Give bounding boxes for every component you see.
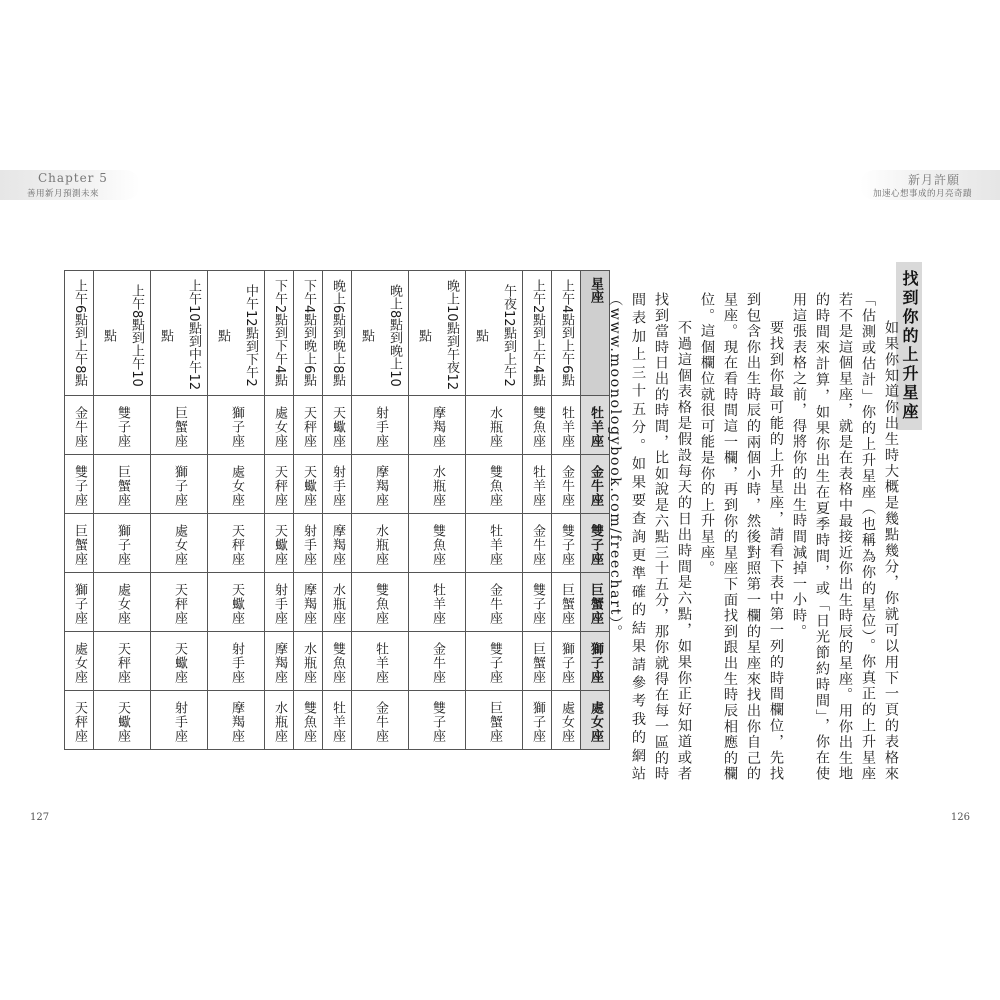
table-cell [409,514,466,573]
cell-text: 天秤座 [229,524,244,566]
table-cell [94,514,151,573]
cell-text: 巨蟹座 [559,583,574,625]
cell-text: 牡羊座 [487,524,502,566]
cell-text: 獅子座 [559,642,574,684]
table-cell [323,396,352,455]
table-cell [65,573,94,632]
time-slot-cell [208,271,265,396]
section-title: 找到你的上升星座 [896,262,922,430]
cell-text: 晚上6點到晚上8點 [330,279,345,387]
cell-text: 巨蟹座 [530,642,545,684]
cell-text: 天秤座 [272,465,287,507]
cell-text: 天秤座 [115,642,130,684]
chapter-label: Chapter 5 [38,171,108,185]
chapter-subtitle: 善用新月預測未來 [27,189,100,199]
running-header-left [0,170,140,200]
cell-text: 水瓶座 [373,524,388,566]
table-cell [94,573,151,632]
cell-text: 雙子座 [487,642,502,684]
time-slot-cell [265,271,294,396]
cell-text: 獅子座 [530,701,545,743]
table-cell [409,573,466,632]
cell-text: 天蠍座 [172,642,187,684]
book-subtitle: 加速心想事成的月亮奇蹟 [872,189,972,199]
table-cell [323,632,352,691]
cell-text: 處女座 [272,406,287,448]
cell-text: 金牛座 [373,701,388,743]
table-cell [208,455,265,514]
cell-text: 下午2點到下午4點 [272,279,287,387]
cell-text: 天蠍座 [330,406,345,448]
cell-text: 水瓶座 [330,583,345,625]
table-cell [265,691,294,750]
table-cell [151,691,208,750]
table-cell [265,573,294,632]
cell-text: 射手座 [272,583,287,625]
cell-text: 巨蟹座 [172,406,187,448]
table-cell [352,573,409,632]
cell-text: 雙魚座 [430,524,445,566]
cell-text: 摩羯座 [229,701,244,743]
cell-text: 雙魚座 [530,406,545,448]
table-cell [409,691,466,750]
table-cell [151,573,208,632]
cell-text: 獅子座 [72,583,87,625]
cell-text: 金牛座 [72,406,87,448]
cell-text: 水瓶座 [487,406,502,448]
table-cell [94,691,151,750]
cell-text: 巨蟹座 [115,465,130,507]
cell-text: 雙子座 [559,524,574,566]
cell-text: 天秤座 [72,701,87,743]
cell-text: 上午2點到上午4點 [530,279,545,387]
time-slot-cell [323,271,352,396]
cell-text: 巨蟹座 [588,583,603,625]
cell-text: 天蠍座 [229,583,244,625]
cell-text: 射手座 [330,465,345,507]
cell-text: 處女座 [115,583,130,625]
cell-text: 雙魚座 [373,583,388,625]
table-cell [409,455,466,514]
paragraph: 要找到你最可能的上升星座，請看下表中第一列的時間欄位，先找到包含你出生時辰的兩個小時，然後對照第一欄的星座來找出你自己的星座。現在看時間這一欄，再到你的星座下面找到跟出生時辰相應的欄位。這個欄位就很可能是你的上升星座。 [699,292,784,782]
cell-text: 雙子座 [72,465,87,507]
cell-text: 射手座 [172,701,187,743]
cell-text: 晚上8點到晚上10點 [359,283,402,387]
cell-text: 摩羯座 [373,465,388,507]
cell-text: 水瓶座 [301,642,316,684]
paragraph: 如果你知道你出生時大概是幾點幾分，你就可以用下一頁的表格來「估測或估計」你的上升星座（也稱為你的星位）。你真正的上升星座若不是這個星座，就是在表格中最接近你出生時辰的星座。用你出生地的時間來計算，如果你出生在夏季時間，或「日光節約時間」，你在使用這張表格之前，得將你的出生時間減掉一小時。 [791,292,899,782]
cell-text: 摩羯座 [301,583,316,625]
cell-text: 天秤座 [172,583,187,625]
table-cell [294,396,323,455]
cell-text: 處女座 [229,465,244,507]
cell-text: 上午10點到中午12點 [158,279,201,391]
cell-text: 射手座 [229,642,244,684]
cell-text: 晚上10點到午夜12點 [416,279,459,391]
book-title: 新月許願 [907,173,960,187]
cell-text: 摩羯座 [430,406,445,448]
right-page [500,0,1000,1000]
cell-text: 水瓶座 [430,465,445,507]
cell-text: 星座 [588,277,603,303]
page-number-left: 127 [30,812,50,823]
table-cell [208,573,265,632]
cell-text: 雙魚座 [330,642,345,684]
cell-text: 中午12點到下午2點 [215,283,258,387]
table-cell [65,455,94,514]
running-header-right [860,170,1000,200]
cell-text: 上午6點到上午8點 [72,279,87,387]
cell-text: 處女座 [559,701,574,743]
table-cell [409,632,466,691]
cell-text: 雙子座 [115,406,130,448]
cell-text: 牡羊座 [330,701,345,743]
cell-text: 水瓶座 [272,701,287,743]
cell-text: 牡羊座 [373,642,388,684]
table-cell [151,396,208,455]
table-cell [94,455,151,514]
table-cell [208,396,265,455]
cell-text: 牡羊座 [559,406,574,448]
table-cell [208,691,265,750]
table-cell [409,396,466,455]
cell-text: 雙魚座 [487,465,502,507]
cell-text: 牡羊座 [588,406,603,448]
table-cell [151,455,208,514]
cell-text: 上午8點到上午10點 [101,283,144,387]
cell-text: 下午4點到晚上6點 [301,279,316,387]
cell-text: 天秤座 [301,406,316,448]
cell-text: 牡羊座 [530,465,545,507]
time-slot-cell [352,271,409,396]
time-slot-cell [94,271,151,396]
cell-text: 處女座 [72,642,87,684]
table-cell [65,632,94,691]
time-slot-cell [151,271,208,396]
cell-text: 摩羯座 [272,642,287,684]
cell-text: 金牛座 [559,465,574,507]
cell-text: 雙子座 [588,524,603,566]
cell-text: 雙子座 [530,583,545,625]
cell-text: 巨蟹座 [487,701,502,743]
cell-text: 射手座 [301,524,316,566]
table-cell [323,691,352,750]
table-cell [294,514,323,573]
paragraph: 不過這個表格是假設每天的日出時間是六點，如果你正好知道或者找到當時日出的時間，比如說是六點三十五分，那你就得在每一區的時間表加上三十五分。如果要查詢更準確的結果請參考我的網站（www.moonologybook.com/freechart）。 [607,292,692,782]
table-cell [208,514,265,573]
cell-text: 金牛座 [530,524,545,566]
cell-text: 金牛座 [487,583,502,625]
table-cell [65,514,94,573]
table-cell [208,632,265,691]
table-cell [151,632,208,691]
cell-text: 處女座 [172,524,187,566]
cell-text: 上午4點到上午6點 [559,279,574,387]
cell-text: 獅子座 [115,524,130,566]
page-number-right: 126 [950,812,970,823]
table-cell [323,573,352,632]
cell-text: 午夜12點到上午2點 [473,283,516,387]
table-cell [65,396,94,455]
cell-text: 摩羯座 [330,524,345,566]
cell-text: 射手座 [373,406,388,448]
table-cell [323,455,352,514]
table-cell [294,691,323,750]
table-cell [294,573,323,632]
table-cell [323,514,352,573]
table-cell [352,514,409,573]
cell-text: 獅子座 [588,642,603,684]
table-cell [352,691,409,750]
cell-text: 牡羊座 [430,583,445,625]
cell-text: 天蠍座 [272,524,287,566]
table-cell [94,396,151,455]
cell-text: 金牛座 [588,465,603,507]
table-cell [65,691,94,750]
cell-text: 處女座 [588,701,603,743]
table-cell [294,632,323,691]
table-cell [352,455,409,514]
table-cell [265,455,294,514]
table-cell [265,632,294,691]
cell-text: 雙魚座 [301,701,316,743]
cell-text: 雙子座 [430,701,445,743]
table-cell [294,455,323,514]
time-slot-cell [409,271,466,396]
time-slot-cell [294,271,323,396]
cell-text: 獅子座 [172,465,187,507]
table-cell [352,632,409,691]
cell-text: 獅子座 [229,406,244,448]
cell-text: 天蠍座 [115,701,130,743]
cell-text: 巨蟹座 [72,524,87,566]
table-cell [352,396,409,455]
body-text [603,292,902,782]
table-cell [265,514,294,573]
cell-text: 金牛座 [430,642,445,684]
time-slot-cell [65,271,94,396]
table-cell [94,632,151,691]
table-cell [151,514,208,573]
cell-text: 天蠍座 [301,465,316,507]
table-cell [265,396,294,455]
